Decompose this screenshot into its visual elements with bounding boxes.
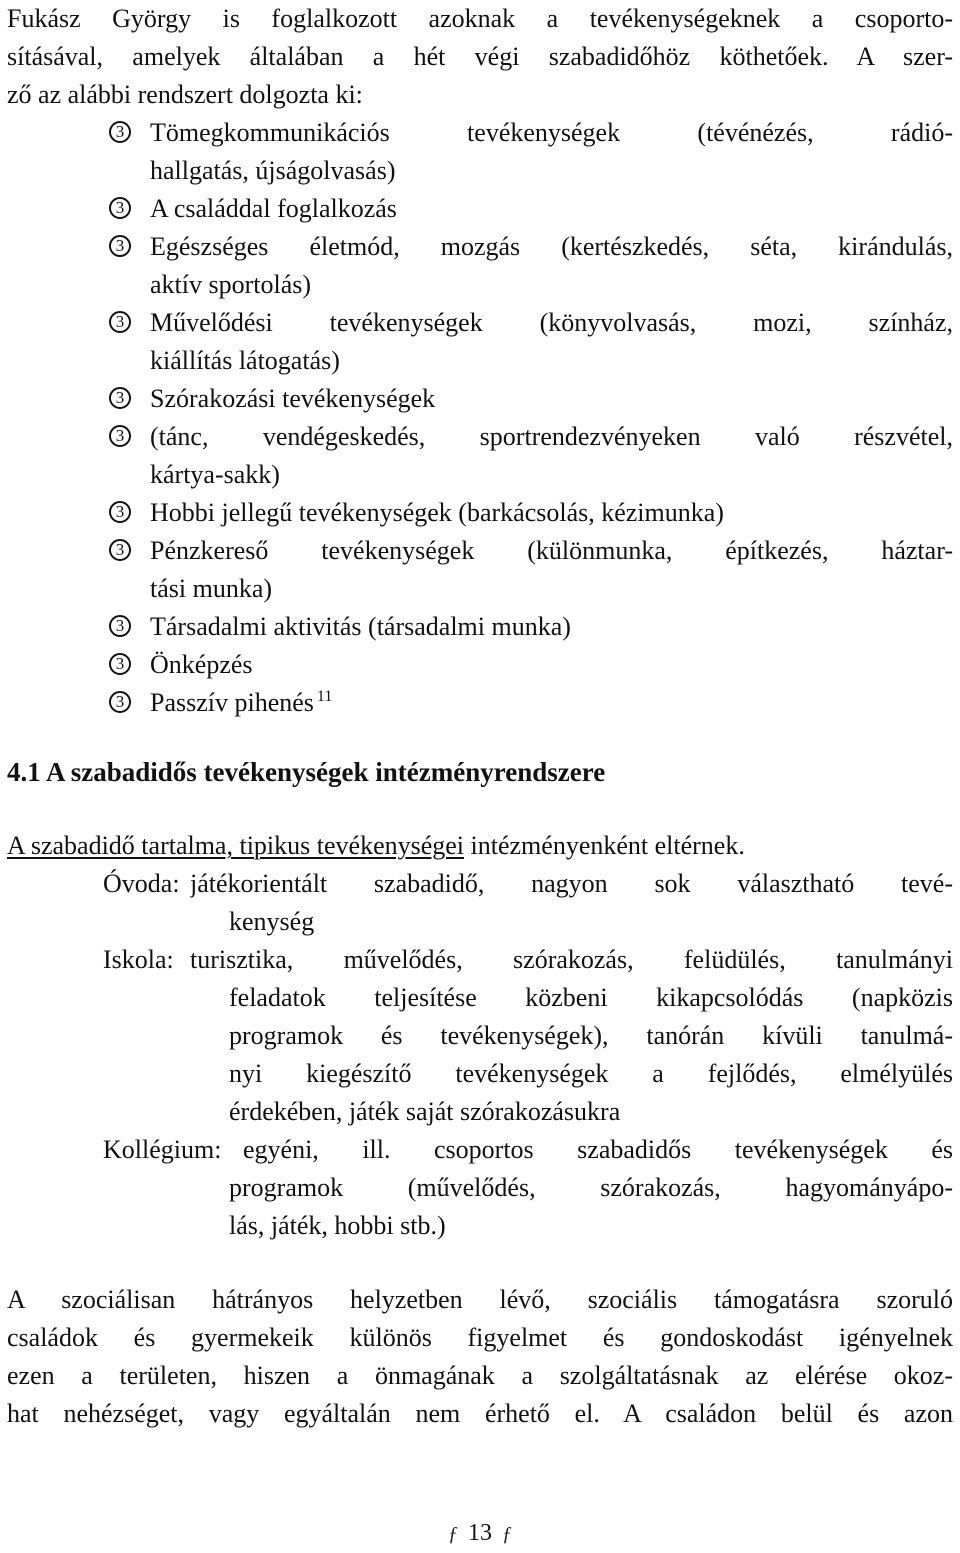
list-item-text: Tömegkommunikációs tevékenységek (tévénézés, rádió- — [150, 118, 953, 147]
list-item-text: kiállítás látogatás) — [150, 346, 340, 375]
footer-ornament-icon: ƒ — [448, 1523, 458, 1545]
institution-text: lás, játék, hobbi stb.) — [229, 1211, 446, 1240]
institution-text: programok és tevékenységek), tanórán kívüli tanulmá- — [229, 1021, 953, 1050]
lead-rest-text: intézményenként eltérnek. — [464, 831, 745, 860]
institution-label: Iskola: — [103, 945, 174, 974]
institution-text: programok (művelődés, szórakozás, hagyományápo- — [229, 1173, 953, 1202]
list-item-text: kártya-sakk) — [150, 460, 280, 489]
circled-three-bullet-icon: 3 — [109, 197, 131, 219]
circled-three-bullet-icon: 3 — [109, 235, 131, 257]
institution-text: turisztika, művelődés, szórakozás, felüdülés, tanulmányi — [190, 945, 953, 974]
institution-text: feladatok teljesítése közbeni kikapcsolódás (napközis — [229, 983, 953, 1012]
closing-line-1: A szociálisan hátrányos helyzetben lévő, szociális támogatásra szoruló — [7, 1285, 953, 1314]
list-item-text: Társadalmi aktivitás (társadalmi munka) — [150, 612, 571, 641]
list-item-text: A családdal foglalkozás — [150, 194, 397, 223]
list-item-text: Művelődési tevékenységek (könyvolvasás, mozi, színház, — [150, 308, 953, 337]
circled-three-bullet-icon: 3 — [109, 653, 131, 675]
list-item-text: (tánc, vendégeskedés, sportrendezvényeken való részvétel, — [150, 422, 953, 451]
closing-line-2: családok és gyermekeik különös figyelmet és gondoskodást igényelnek — [7, 1323, 953, 1352]
list-item-text: Pénzkereső tevékenységek (különmunka, építkezés, háztar- — [150, 536, 953, 565]
list-item-text — [150, 684, 953, 722]
intro-line-2: sításával, amelyek általában a hét végi szabadidőhöz köthetőek. A szer- — [7, 42, 953, 71]
list-item-label: Passzív pihenés — [150, 688, 314, 717]
institution-text: nyi kiegészítő tevékenységek a fejlődés, elmélyülés — [229, 1059, 953, 1088]
intro-line-1: Fukász György is foglalkozott azoknak a tevékenységeknek a csoporto- — [7, 4, 953, 33]
intro-line-3: ző az alábbi rendszert dolgozta ki: — [7, 80, 363, 109]
list-item-text: Hobbi jellegű tevékenységek (barkácsolás, kézimunka) — [150, 498, 724, 527]
institution-label: Óvoda: — [103, 869, 180, 898]
lead-sentence — [7, 827, 953, 865]
list-item-text: hallgatás, újságolvasás) — [150, 156, 396, 185]
page-footer — [0, 1516, 960, 1551]
institution-text: kenység — [229, 907, 315, 936]
institution-text: érdekében, játék saját szórakozásukra — [229, 1097, 621, 1126]
closing-line-3: ezen a területen, hiszen a önmagának a szolgáltatásnak az elérése okoz- — [7, 1361, 953, 1390]
page-number: 13 — [468, 1520, 492, 1546]
list-item-text: Szórakozási tevékenységek — [150, 384, 436, 413]
closing-line-4: hat nehézséget, vagy egyáltalán nem érhető el. A családon belül és azon — [7, 1399, 953, 1428]
section-heading: 4.1 A szabadidős tevékenységek intézményrendszere — [7, 757, 606, 787]
circled-three-bullet-icon: 3 — [109, 311, 131, 333]
circled-three-bullet-icon: 3 — [109, 615, 131, 637]
list-item-text: aktív sportolás) — [150, 270, 312, 299]
circled-three-bullet-icon: 3 — [109, 501, 131, 523]
institution-text: játékorientált szabadidő, nagyon sok választható tevé- — [190, 869, 953, 898]
institution-text: egyéni, ill. csoportos szabadidős tevékenységek és — [243, 1135, 953, 1164]
list-item-text: tási munka) — [150, 574, 273, 603]
circled-three-bullet-icon: 3 — [109, 539, 131, 561]
footnote-marker: 11 — [316, 688, 333, 706]
list-item-text: Önképzés — [150, 650, 253, 679]
list-item-text: Egészséges életmód, mozgás (kertészkedés, séta, kirándulás, — [150, 232, 953, 261]
footer-ornament-icon: ƒ — [502, 1523, 512, 1545]
institution-label: Kollégium: — [103, 1135, 222, 1164]
circled-three-bullet-icon: 3 — [109, 387, 131, 409]
circled-three-bullet-icon: 3 — [109, 691, 131, 713]
lead-underlined-text: A szabadidő tartalma, tipikus tevékenységei — [7, 831, 465, 860]
circled-three-bullet-icon: 3 — [109, 425, 131, 447]
circled-three-bullet-icon: 3 — [109, 121, 131, 143]
